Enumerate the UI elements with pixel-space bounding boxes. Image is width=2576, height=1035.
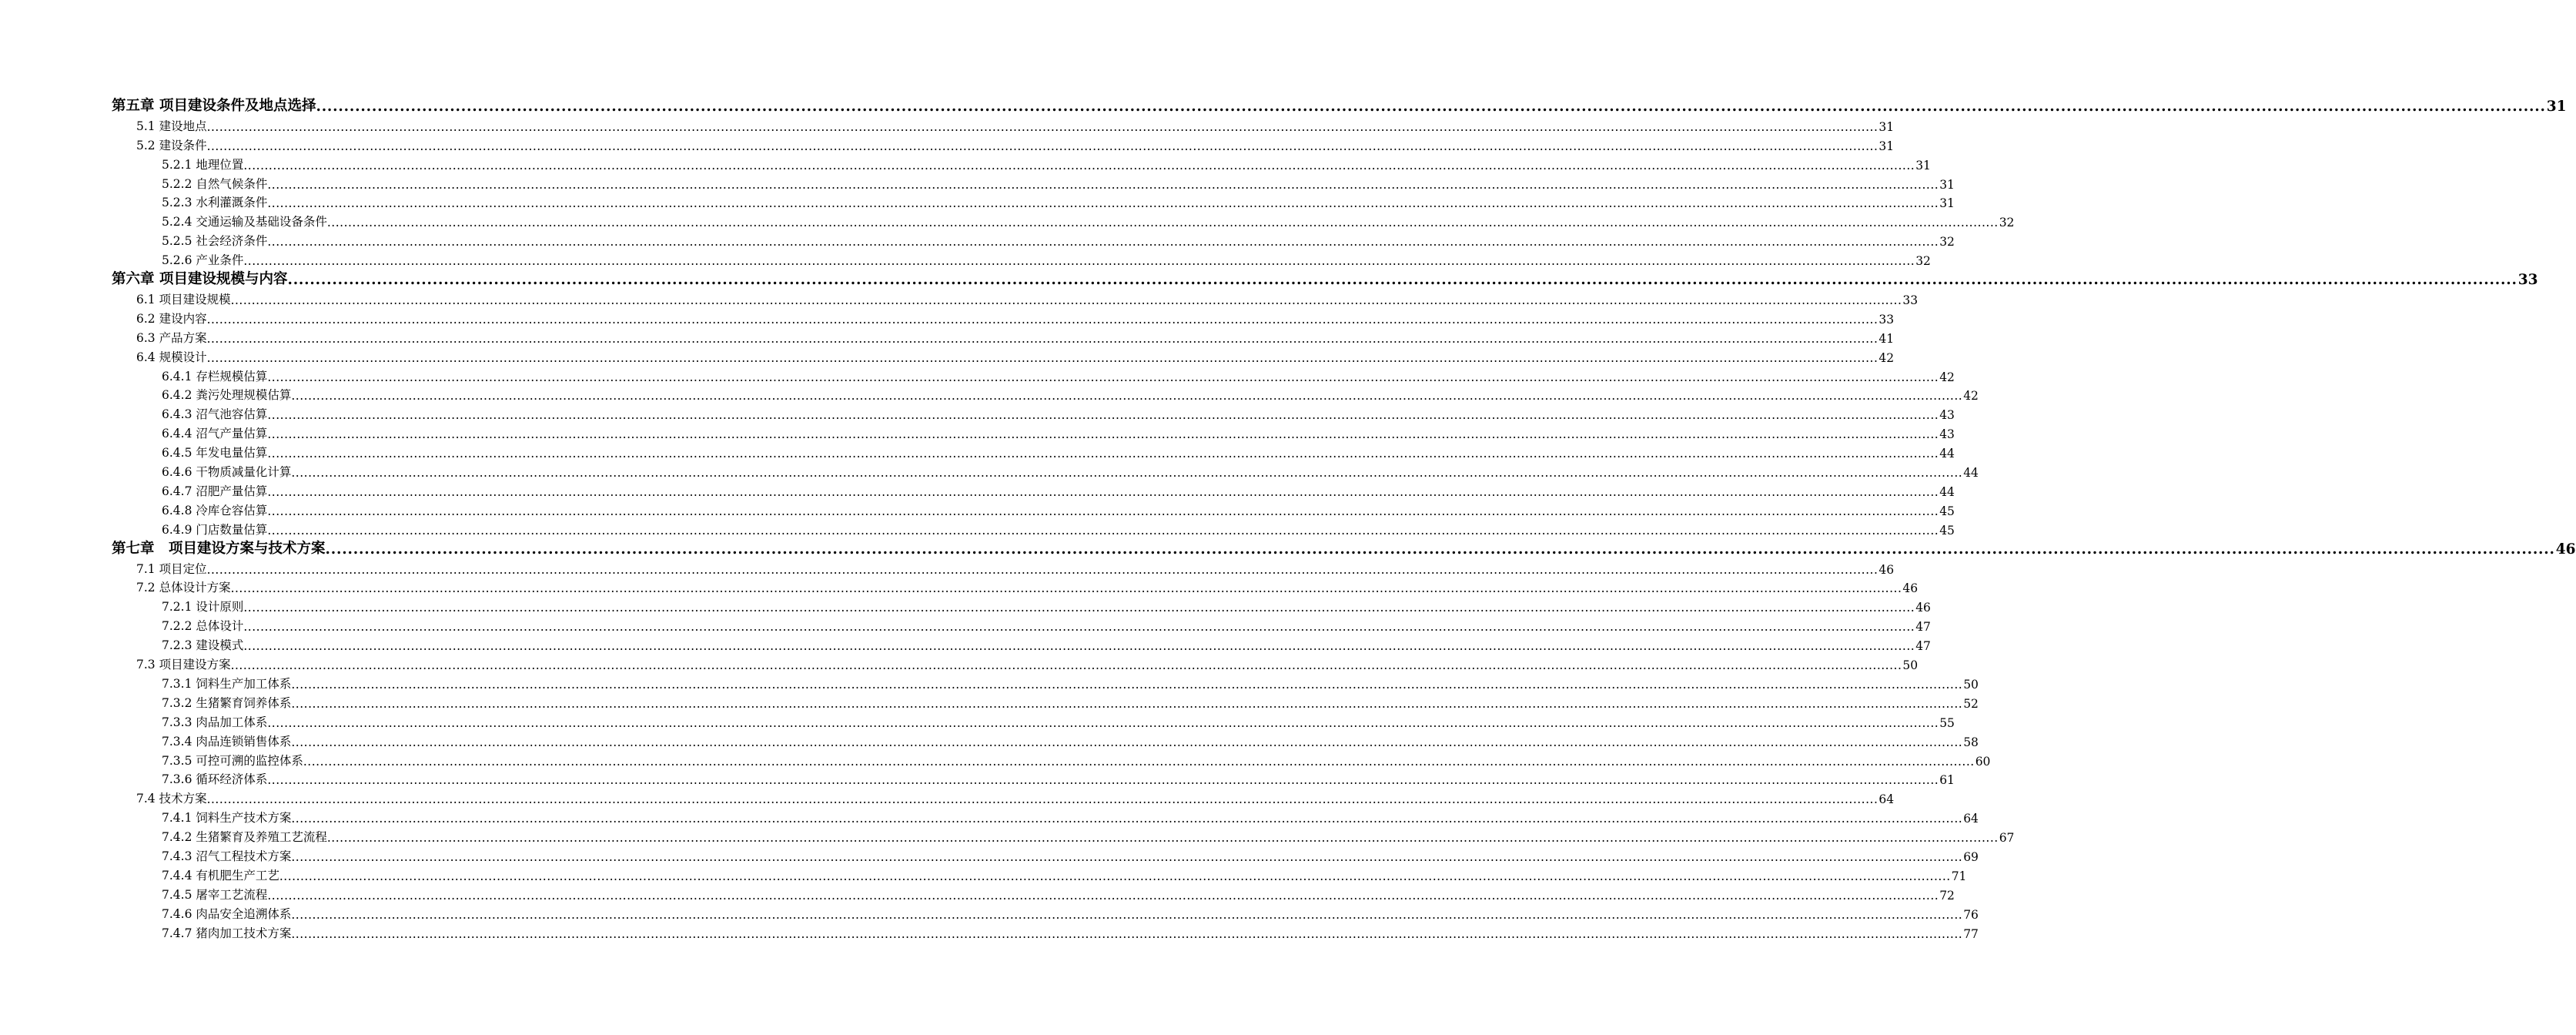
toc-section-entry[interactable] xyxy=(112,922,1979,941)
toc-section-entry[interactable] xyxy=(112,787,1895,807)
toc-section-entry[interactable] xyxy=(112,769,1955,788)
toc-section-entry[interactable] xyxy=(112,730,1979,749)
toc-entry-title: 7.2 总体设计方案 xyxy=(136,581,231,595)
toc-entry-title: 6.4.4 沼气产量估算 xyxy=(162,427,268,441)
toc-section-entry[interactable] xyxy=(112,903,1979,922)
toc-page-number: 60 xyxy=(1975,754,1991,769)
toc-entry-title: 7.4.1 饲料生产技术方案 xyxy=(162,811,292,826)
toc-page-number: 33 xyxy=(1878,312,1895,327)
dot-leader: ................................................................................................................................................................................................................................................................................................................................................................................................................ xyxy=(279,869,1951,883)
dot-leader: ................................................................................................................................................................................................................................................................................................................................................................................................................ xyxy=(206,312,1878,327)
toc-page-number: 47 xyxy=(1915,639,1931,654)
toc-section-entry[interactable] xyxy=(112,615,1931,635)
toc-page-number: 31 xyxy=(1878,139,1895,153)
toc-section-entry[interactable] xyxy=(112,595,1931,615)
dot-leader: ................................................................................................................................................................................................................................................................................................................................................................................................................ xyxy=(206,350,1878,365)
toc-section-entry[interactable] xyxy=(112,577,1919,596)
dot-leader: ................................................................................................................................................................................................................................................................................................................................................................................................................ xyxy=(291,466,1963,481)
toc-section-entry[interactable] xyxy=(112,692,1979,711)
toc-section-entry[interactable] xyxy=(112,172,1955,192)
toc-page-number: 64 xyxy=(1878,792,1895,807)
dot-leader: ................................................................................................................................................................................................................................................................................................................................................................................................................ xyxy=(267,715,1939,730)
dot-leader: ................................................................................................................................................................................................................................................................................................................................................................................................................ xyxy=(267,888,1939,903)
toc-section-entry[interactable] xyxy=(112,192,1955,211)
toc-page-number: 44 xyxy=(1939,447,1955,461)
toc-entry-title: 6.4.9 门店数量估算 xyxy=(162,522,268,537)
toc-page-number: 46 xyxy=(1902,581,1919,596)
toc-page-number: 71 xyxy=(1951,869,1967,883)
dot-leader: ................................................................................................................................................................................................................................................................................................................................................................................................................ xyxy=(230,293,1902,308)
toc-page-number: 50 xyxy=(1902,658,1919,673)
toc-section-entry[interactable] xyxy=(112,403,1955,423)
toc-section-entry[interactable] xyxy=(112,480,1955,499)
dot-leader: ................................................................................................................................................................................................................................................................................................................................................................................................................ xyxy=(326,216,1999,230)
dot-leader: ................................................................................................................................................................................................................................................................................................................................................................................................................ xyxy=(291,735,1963,749)
toc-entry-title: 7.3.6 循环经济体系 xyxy=(162,772,268,787)
toc-entry-title: 7.2.1 设计原则 xyxy=(162,600,244,615)
dot-leader: ................................................................................................................................................................................................................................................................................................................................................................................................................ xyxy=(291,849,1963,864)
toc-page-number: 31 xyxy=(1878,119,1895,134)
toc-page-number: 42 xyxy=(1939,370,1955,384)
dot-leader: ................................................................................................................................................................................................................................................................................................................................................................................................................ xyxy=(291,926,1963,941)
toc-page-number: 45 xyxy=(1939,523,1955,538)
toc-page-number: 77 xyxy=(1963,926,1979,941)
toc-entry-title: 7.3.5 可控可溯的监控体系 xyxy=(162,753,303,768)
dot-leader: ................................................................................................................................................................................................................................................................................................................................................................................................................ xyxy=(243,158,1915,172)
toc-entry-title: 7.3.4 肉品连锁销售体系 xyxy=(162,734,292,749)
dot-leader: ................................................................................................................................................................................................................................................................................................................................................................................................................ xyxy=(325,541,2555,558)
toc-section-entry[interactable] xyxy=(112,288,1919,308)
toc-page-number: 45 xyxy=(1939,504,1955,518)
dot-leader: ................................................................................................................................................................................................................................................................................................................................................................................................................ xyxy=(267,370,1939,384)
toc-page-number: 41 xyxy=(1878,331,1895,346)
toc-section-entry[interactable] xyxy=(112,634,1931,654)
dot-leader: ................................................................................................................................................................................................................................................................................................................................................................................................................ xyxy=(291,907,1963,922)
toc-entry-title: 6.4.1 存栏规模估算 xyxy=(162,369,268,384)
dot-leader: ................................................................................................................................................................................................................................................................................................................................................................................................................ xyxy=(243,601,1915,615)
toc-section-entry[interactable] xyxy=(112,672,1979,692)
toc-chapter-entry[interactable] xyxy=(112,95,2567,115)
toc-section-entry[interactable] xyxy=(112,653,1919,673)
toc-entry-title: 7.4.6 肉品安全追溯体系 xyxy=(162,906,292,921)
dot-leader: ................................................................................................................................................................................................................................................................................................................................................................................................................ xyxy=(316,99,2546,115)
dot-leader: ................................................................................................................................................................................................................................................................................................................................................................................................................ xyxy=(267,447,1939,461)
toc-chapter-entry[interactable] xyxy=(112,268,2538,289)
toc-section-entry[interactable] xyxy=(112,327,1895,346)
toc-section-entry[interactable] xyxy=(112,883,1955,903)
toc-section-entry[interactable] xyxy=(112,115,1895,134)
toc-entry-title: 5.2.3 水利灌溉条件 xyxy=(162,196,268,210)
dot-leader: ................................................................................................................................................................................................................................................................................................................................................................................................................ xyxy=(230,581,1902,596)
toc-page-number: 46 xyxy=(2555,541,2576,558)
toc-page-number: 44 xyxy=(1939,484,1955,499)
toc-entry-title: 5.2.1 地理位置 xyxy=(162,157,244,172)
toc-entry-title: 6.4.7 沼肥产量估算 xyxy=(162,484,268,498)
toc-entry-title: 6.4.5 年发电量估算 xyxy=(162,446,268,461)
toc-page-number: 42 xyxy=(1963,389,1979,404)
toc-page-number: 67 xyxy=(1999,831,2015,846)
toc-section-entry[interactable] xyxy=(112,461,1979,481)
toc-entry-title: 7.3.3 肉品加工体系 xyxy=(162,715,268,729)
toc-page-number: 33 xyxy=(1902,293,1919,308)
toc-section-entry[interactable] xyxy=(112,307,1895,327)
toc-entry-title: 7.3 项目建设方案 xyxy=(136,658,231,672)
dot-leader: ................................................................................................................................................................................................................................................................................................................................................................................................................ xyxy=(291,812,1963,826)
toc-entry-title: 5.2.2 自然气候条件 xyxy=(162,176,268,191)
toc-page-number: 69 xyxy=(1963,849,1979,864)
dot-leader: ................................................................................................................................................................................................................................................................................................................................................................................................................ xyxy=(326,831,1999,846)
toc-page-number: 43 xyxy=(1939,408,1955,423)
dot-leader: ................................................................................................................................................................................................................................................................................................................................................................................................................ xyxy=(287,272,2517,289)
dot-leader: ................................................................................................................................................................................................................................................................................................................................................................................................................ xyxy=(243,620,1915,635)
toc-section-entry[interactable] xyxy=(112,422,1955,442)
toc-entry-title: 第七章 项目建设方案与技术方案 xyxy=(112,540,326,557)
toc-page-number: 50 xyxy=(1963,677,1979,692)
toc-page-number: 32 xyxy=(1999,216,2015,230)
toc-entry-title: 6.4.8 冷库仓容估算 xyxy=(162,503,268,518)
dot-leader: ................................................................................................................................................................................................................................................................................................................................................................................................................ xyxy=(267,504,1939,518)
toc-section-entry[interactable] xyxy=(112,558,1895,577)
toc-page-number: 43 xyxy=(1939,427,1955,442)
toc-entry-title: 5.2.6 产业条件 xyxy=(162,253,244,268)
toc-chapter-entry[interactable] xyxy=(112,538,2576,558)
toc-section-entry[interactable] xyxy=(112,384,1979,404)
toc-page-number: 61 xyxy=(1939,773,1955,788)
toc-page-number: 58 xyxy=(1963,735,1979,749)
dot-leader: ................................................................................................................................................................................................................................................................................................................................................................................................................ xyxy=(267,773,1939,788)
toc-page-number: 76 xyxy=(1963,907,1979,922)
toc-entry-title: 6.2 建设内容 xyxy=(136,311,207,326)
toc-section-entry[interactable] xyxy=(112,153,1931,172)
toc-entry-title: 7.3.1 饲料生产加工体系 xyxy=(162,676,292,691)
toc-entry-title: 7.2.3 建设模式 xyxy=(162,638,244,653)
toc-entry-title: 5.1 建设地点 xyxy=(136,119,207,133)
dot-leader: ................................................................................................................................................................................................................................................................................................................................................................................................................ xyxy=(267,235,1939,250)
dot-leader: ................................................................................................................................................................................................................................................................................................................................................................................................................ xyxy=(206,331,1878,346)
toc-page-number: 31 xyxy=(2546,99,2567,115)
toc-page-number: 72 xyxy=(1939,888,1955,903)
dot-leader: ................................................................................................................................................................................................................................................................................................................................................................................................................ xyxy=(267,177,1939,192)
toc-page-number: 55 xyxy=(1939,715,1955,730)
dot-leader: ................................................................................................................................................................................................................................................................................................................................................................................................................ xyxy=(291,696,1963,711)
toc-section-entry[interactable] xyxy=(112,249,1931,269)
toc-entry-title: 6.3 产品方案 xyxy=(136,330,207,345)
toc-section-entry[interactable] xyxy=(112,826,2015,846)
toc-entry-title: 5.2.4 交通运输及基础设备条件 xyxy=(162,215,327,229)
toc-section-entry[interactable] xyxy=(112,441,1955,461)
toc-entry-title: 6.4.3 沼气池容估算 xyxy=(162,407,268,422)
toc-section-entry[interactable] xyxy=(112,806,1979,826)
toc-page-number: 32 xyxy=(1939,235,1955,250)
toc-entry-title: 7.4.3 沼气工程技术方案 xyxy=(162,849,292,863)
toc-entry-title: 7.4 技术方案 xyxy=(136,792,207,806)
table-of-contents xyxy=(112,95,2576,941)
toc-page-number: 31 xyxy=(1939,196,1955,211)
toc-entry-title: 6.4.2 粪污处理规模估算 xyxy=(162,388,292,403)
toc-section-entry[interactable] xyxy=(112,365,1955,384)
toc-entry-title: 7.4.7 猪肉加工技术方案 xyxy=(162,926,292,940)
toc-section-entry[interactable] xyxy=(112,711,1955,730)
dot-leader: ................................................................................................................................................................................................................................................................................................................................................................................................................ xyxy=(206,139,1878,153)
dot-leader: ................................................................................................................................................................................................................................................................................................................................................................................................................ xyxy=(206,562,1878,577)
toc-page-number: 64 xyxy=(1963,812,1979,826)
dot-leader: ................................................................................................................................................................................................................................................................................................................................................................................................................ xyxy=(267,523,1939,538)
dot-leader: ................................................................................................................................................................................................................................................................................................................................................................................................................ xyxy=(291,677,1963,692)
dot-leader: ................................................................................................................................................................................................................................................................................................................................................................................................................ xyxy=(267,484,1939,499)
dot-leader: ................................................................................................................................................................................................................................................................................................................................................................................................................ xyxy=(243,639,1915,654)
toc-section-entry[interactable] xyxy=(112,749,1991,769)
toc-section-entry[interactable] xyxy=(112,134,1895,153)
toc-section-entry[interactable] xyxy=(112,518,1955,538)
dot-leader: ................................................................................................................................................................................................................................................................................................................................................................................................................ xyxy=(291,389,1963,404)
dot-leader: ................................................................................................................................................................................................................................................................................................................................................................................................................ xyxy=(230,658,1902,673)
toc-page-number: 32 xyxy=(1915,254,1931,269)
toc-page-number: 52 xyxy=(1963,696,1979,711)
toc-page-number: 46 xyxy=(1878,562,1895,577)
toc-entry-title: 5.2.5 社会经济条件 xyxy=(162,234,268,249)
toc-entry-title: 7.3.2 生猪繁育饲养体系 xyxy=(162,695,292,710)
toc-page-number: 31 xyxy=(1915,158,1931,172)
toc-entry-title: 第六章 项目建设规模与内容 xyxy=(112,271,288,288)
dot-leader: ................................................................................................................................................................................................................................................................................................................................................................................................................ xyxy=(267,427,1939,442)
toc-section-entry[interactable] xyxy=(112,499,1955,518)
toc-entry-title: 5.2 建设条件 xyxy=(136,138,207,152)
toc-entry-title: 第五章 项目建设条件及地点选择 xyxy=(112,98,316,114)
toc-entry-title: 7.1 项目定位 xyxy=(136,561,207,576)
toc-entry-title: 6.1 项目建设规模 xyxy=(136,293,231,307)
toc-section-entry[interactable] xyxy=(112,229,1955,250)
dot-leader: ................................................................................................................................................................................................................................................................................................................................................................................................................ xyxy=(206,119,1878,134)
toc-page-number: 31 xyxy=(1939,177,1955,192)
dot-leader: ................................................................................................................................................................................................................................................................................................................................................................................................................ xyxy=(206,792,1878,807)
toc-page-number: 42 xyxy=(1878,350,1895,365)
dot-leader: ................................................................................................................................................................................................................................................................................................................................................................................................................ xyxy=(267,196,1939,211)
toc-entry-title: 7.4.4 有机肥生产工艺 xyxy=(162,868,279,883)
toc-entry-title: 7.4.2 生猪繁育及养殖工艺流程 xyxy=(162,830,327,845)
toc-entry-title: 7.2.2 总体设计 xyxy=(162,619,244,634)
toc-page-number: 46 xyxy=(1915,601,1931,615)
toc-page-number: 47 xyxy=(1915,620,1931,635)
toc-entry-title: 6.4.6 干物质减量化计算 xyxy=(162,465,292,480)
toc-section-entry[interactable] xyxy=(112,845,1979,864)
dot-leader: ................................................................................................................................................................................................................................................................................................................................................................................................................ xyxy=(267,408,1939,423)
toc-entry-title: 6.4 规模设计 xyxy=(136,350,207,364)
toc-section-entry[interactable] xyxy=(112,210,2015,230)
toc-entry-title: 7.4.5 屠宰工艺流程 xyxy=(162,887,268,902)
dot-leader: ................................................................................................................................................................................................................................................................................................................................................................................................................ xyxy=(243,254,1915,269)
toc-page-number: 44 xyxy=(1963,466,1979,481)
toc-page-number: 33 xyxy=(2517,272,2538,289)
toc-section-entry[interactable] xyxy=(112,346,1895,365)
dot-leader: ................................................................................................................................................................................................................................................................................................................................................................................................................ xyxy=(303,754,1975,769)
toc-section-entry[interactable] xyxy=(112,864,1967,883)
